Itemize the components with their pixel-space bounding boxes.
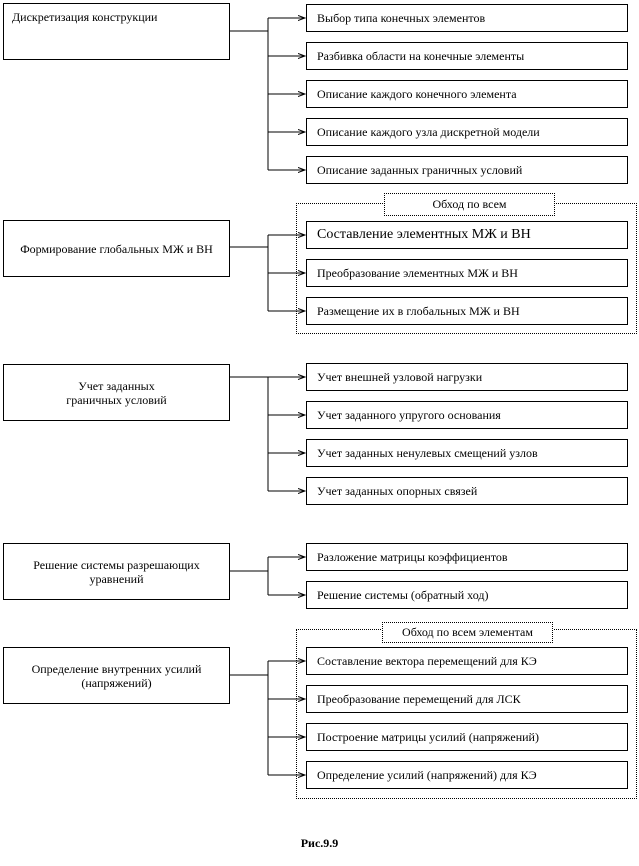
- substep-2-3: Размещение их в глобальных МЖ и ВН: [306, 297, 628, 325]
- substep-5-4: Определение усилий (напряжений) для КЭ: [306, 761, 628, 789]
- substep-1-1: Выбор типа конечных элементов: [306, 4, 628, 32]
- substep-5-3: Построение матрицы усилий (напряжений): [306, 723, 628, 751]
- substep-1-5: Описание заданных граничных условий: [306, 156, 628, 184]
- figure-caption: Рис.9.9: [300, 836, 339, 850]
- substep-4-1: Разложение матрицы коэффициентов: [306, 543, 628, 571]
- substep-3-3: Учет заданных ненулевых смещений узлов: [306, 439, 628, 467]
- substep-1-3: Описание каждого конечного элемента: [306, 80, 628, 108]
- main-step-internal-forces: Определение внутренних усилий (напряжений): [3, 647, 230, 704]
- main-step-solve-system: Решение системы разрешающих уравнений: [3, 543, 230, 600]
- substep-5-2: Преобразование перемещений для ЛСК: [306, 685, 628, 713]
- substep-3-2: Учет заданного упругого основания: [306, 401, 628, 429]
- substep-2-1: Составление элементных МЖ и ВН: [306, 221, 628, 249]
- main-step-global-matrices: Формирование глобальных МЖ и ВН: [3, 220, 230, 277]
- substep-5-1: Составление вектора перемещений для КЭ: [306, 647, 628, 675]
- main-step-discretization: Дискретизация конструкции: [3, 3, 230, 60]
- substep-3-4: Учет заданных опорных связей: [306, 477, 628, 505]
- substep-4-2: Решение системы (обратный ход): [306, 581, 628, 609]
- loop-label-1: Обход по всем: [384, 193, 555, 216]
- substep-2-2: Преобразование элементных МЖ и ВН: [306, 259, 628, 287]
- substep-3-1: Учет внешней узловой нагрузки: [306, 363, 628, 391]
- loop-label-2: Обход по всем элементам: [382, 622, 553, 643]
- substep-1-4: Описание каждого узла дискретной модели: [306, 118, 628, 146]
- substep-1-2: Разбивка области на конечные элементы: [306, 42, 628, 70]
- main-step-boundary-conditions: Учет заданных граничных условий: [3, 364, 230, 421]
